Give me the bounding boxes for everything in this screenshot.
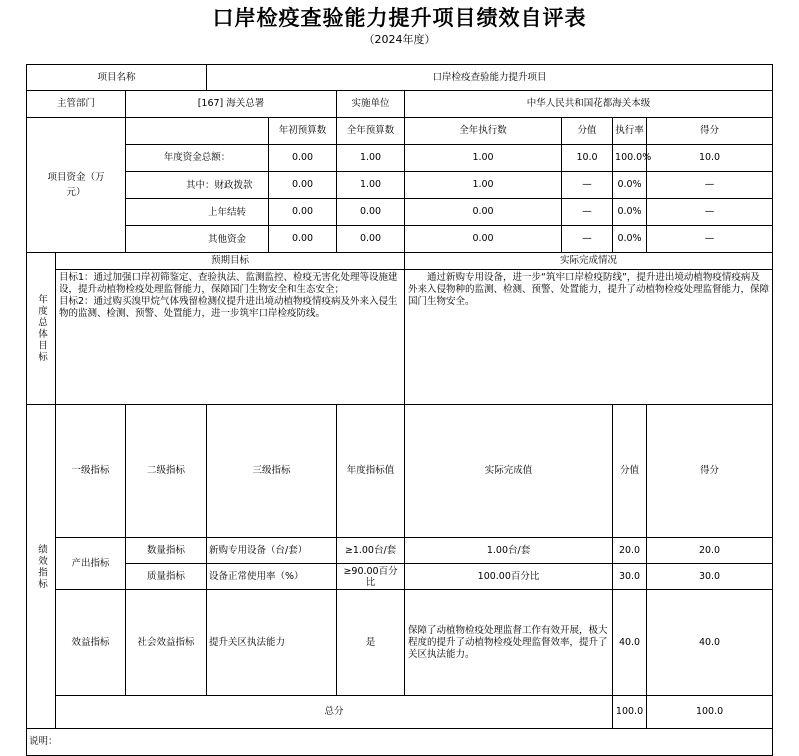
ind-l3: 新购专用设备（台/套） (207, 538, 337, 564)
funds-header-blank (126, 118, 269, 145)
row-goals-header (27, 253, 773, 270)
row-department (27, 91, 773, 118)
row-total (27, 696, 773, 729)
funds-row-score-val: — (562, 172, 613, 199)
funds-row-exec: 1.00 (405, 145, 562, 172)
ind-score-val: 40.0 (613, 590, 647, 696)
indicators-label-text: 绩效指标 (36, 543, 47, 590)
ind-header-l3: 三级指标 (207, 405, 337, 538)
page-subtitle: （2024年度） (363, 33, 436, 46)
impl-label: 实施单位 (337, 91, 405, 118)
indicators-label (27, 405, 56, 729)
project-name-label: 项目名称 (27, 65, 207, 91)
total-score: 100.0 (647, 696, 773, 729)
row-funds-carryover (27, 199, 773, 226)
funds-row-score-val: — (562, 199, 613, 226)
ind-target: 是 (337, 590, 405, 696)
funds-row-name (126, 199, 269, 226)
performance-table (26, 64, 773, 756)
ind-header-l1: 一级指标 (56, 405, 126, 538)
ind-score: 20.0 (647, 538, 773, 564)
funds-row-rate: 100.0% (613, 145, 647, 172)
funds-header-score-val: 分值 (562, 118, 613, 145)
ind-header-l2: 二级指标 (126, 405, 207, 538)
ind-target: ≥90.00百分比 (337, 564, 405, 590)
row-funds-other (27, 226, 773, 253)
funds-row-name (126, 172, 269, 199)
row-benefit-social (27, 590, 773, 696)
funds-row-score: — (647, 226, 773, 253)
total-score-val: 100.0 (613, 696, 647, 729)
ind-l2: 质量指标 (126, 564, 207, 590)
row-output-quantity (27, 538, 773, 564)
expected-goal-text (56, 270, 405, 405)
funds-row-score: — (647, 199, 773, 226)
ind-actual: 保障了动植物检疫处理监督工作有效开展，极大程度的提升了动植物检疫处理监督效率，提升了关区执法能力。 (405, 590, 613, 696)
funds-row-name (126, 226, 269, 253)
row-output-quality (27, 564, 773, 590)
ind-l2: 社会效益指标 (126, 590, 207, 696)
actual-goal-text (405, 270, 773, 405)
dept-value: [167] 海关总署 (126, 91, 337, 118)
funds-row-score: 10.0 (647, 145, 773, 172)
ind-header-actual: 实际完成值 (405, 405, 613, 538)
ind-score: 30.0 (647, 564, 773, 590)
row-project-name (27, 65, 773, 91)
funds-header-full: 全年预算数 (337, 118, 405, 145)
ind-l2: 数量指标 (126, 538, 207, 564)
funds-row-name-text: 上年结转 (208, 206, 247, 218)
funds-row-name-text: 其他资金 (208, 233, 247, 245)
funds-row-rate: 0.0% (613, 172, 647, 199)
funds-row-name: 年度资金总额： (126, 145, 269, 172)
funds-row-exec: 0.00 (405, 199, 562, 226)
ind-score-val: 20.0 (613, 538, 647, 564)
funds-header-score: 得分 (647, 118, 773, 145)
funds-row-score-val: — (562, 226, 613, 253)
funds-header-init: 年初预算数 (269, 118, 337, 145)
output-indicator-label: 产出指标 (56, 538, 126, 590)
ind-actual: 100.00百分比 (405, 564, 613, 590)
goals-label-text: 年度总体目标 (36, 294, 47, 363)
footer-note-label: 说明： (27, 729, 773, 756)
funds-row-name-text: 其中：财政拨款 (186, 179, 253, 191)
funds-row-score: — (647, 172, 773, 199)
ind-score-val: 30.0 (613, 564, 647, 590)
funds-row-full: 0.00 (337, 226, 405, 253)
actual-goal-paragraph: 通过新购专用设备，进一步“筑牢口岸检疫防线”，提升进出境动植物疫情疫病及外来入侵物种的监测、检测、预警、处置能力，提升了动植物检疫处理监督能力，保障国门生物安全。 (408, 272, 770, 307)
ind-header-target: 年度指标值 (337, 405, 405, 538)
funds-row-init: 0.00 (269, 145, 337, 172)
funds-header-rate: 执行率 (613, 118, 647, 145)
ind-actual: 1.00台/套 (405, 538, 613, 564)
row-funds-fiscal (27, 172, 773, 199)
funds-row-rate: 0.0% (613, 199, 647, 226)
page-title: 口岸检疫查验能力提升项目绩效自评表 (212, 6, 587, 30)
funds-row-full: 0.00 (337, 199, 405, 226)
row-funds-header (27, 118, 773, 145)
ind-l3: 提升关区执法能力 (207, 590, 337, 696)
funds-row-full: 1.00 (337, 172, 405, 199)
row-indicators-header (27, 405, 773, 538)
funds-label (27, 118, 126, 253)
funds-row-init: 0.00 (269, 226, 337, 253)
impl-value: 中华人民共和国花都海关本级 (405, 91, 773, 118)
funds-header-exec: 全年执行数 (405, 118, 562, 145)
actual-goal-label: 实际完成情况 (405, 253, 773, 270)
ind-l3: 设备正常使用率（%） (207, 564, 337, 590)
expected-goal-label: 预期目标 (56, 253, 405, 270)
row-goals-content (27, 270, 773, 405)
ind-header-score: 得分 (647, 405, 773, 538)
expected-goal-paragraph: 目标1：通过加强口岸初筛鉴定、查验执法、监测监控、检疫无害化处理等设施建设，提升动植物检疫处理监督能力，保障国门生物安全和生态安全； 目标2：通过购买溴甲烷气体残留检测仪提升进出境动植物疫情疫病及外来入侵生物的监测、检测、预警、处置能力，进一步筑牢口岸检疫防线。 (59, 272, 398, 319)
row-funds-total (27, 145, 773, 172)
funds-row-init: 0.00 (269, 172, 337, 199)
benefit-indicator-label: 效益指标 (56, 590, 126, 696)
funds-row-init: 0.00 (269, 199, 337, 226)
funds-row-exec: 1.00 (405, 172, 562, 199)
total-label: 总分 (56, 696, 613, 729)
funds-label-text: 项目资金（万元） (47, 172, 105, 198)
funds-row-exec: 0.00 (405, 226, 562, 253)
ind-header-score-val: 分值 (613, 405, 647, 538)
funds-row-rate: 0.0% (613, 226, 647, 253)
row-footer-note (27, 729, 773, 756)
funds-row-full: 1.00 (337, 145, 405, 172)
ind-score: 40.0 (647, 590, 773, 696)
funds-row-score-val: 10.0 (562, 145, 613, 172)
goals-label (27, 253, 56, 405)
ind-target: ≥1.00台/套 (337, 538, 405, 564)
dept-label: 主管部门 (27, 91, 126, 118)
project-name-value: 口岸检疫查验能力提升项目 (207, 65, 773, 91)
